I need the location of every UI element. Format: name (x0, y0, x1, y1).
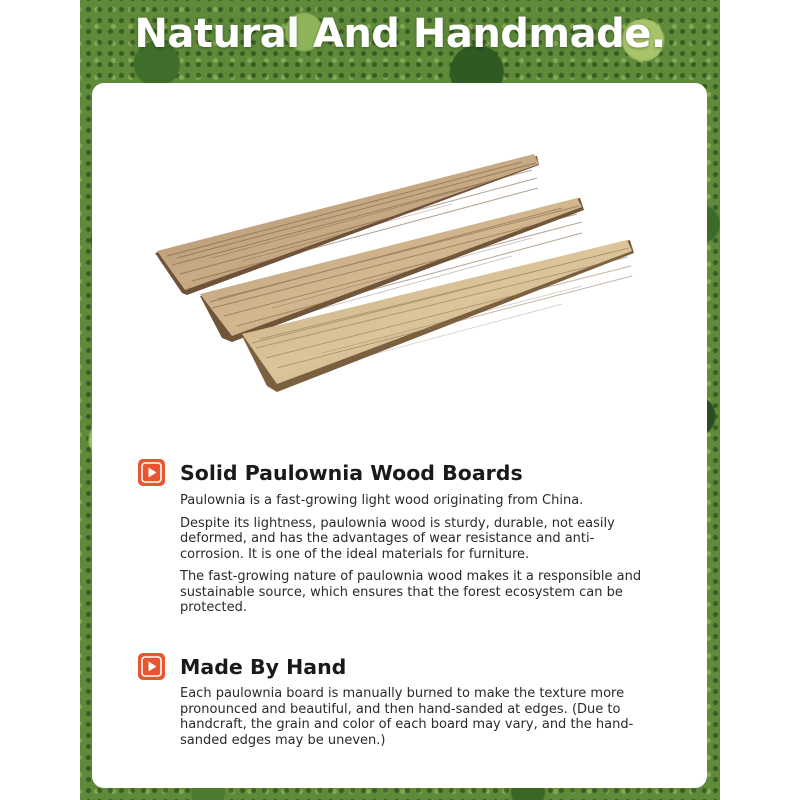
feature-header (138, 651, 658, 683)
play-icon (138, 653, 165, 680)
page-heading: Natural And Handmade. (134, 11, 666, 57)
feature-paragraph: Despite its lightness, paulownia wood is sturdy, durable, not easily deformed, and has the advantages of wear resistance and anti-corrosion. It is one of the ideal materials for furniture. (180, 515, 615, 562)
feature-paragraph: Paulownia is a fast-growing light wood originating from China. (180, 493, 584, 508)
page-margin-right (720, 0, 800, 800)
feature-title: Made By Hand (180, 655, 347, 679)
feature-title: Solid Paulownia Wood Boards (180, 461, 523, 485)
page-margin-left (0, 0, 80, 800)
content-card (92, 83, 707, 788)
feature-header (138, 457, 658, 489)
wood-boards-image (152, 118, 642, 398)
feature-section-made-by-hand (138, 651, 658, 748)
feature-paragraph: The fast-growing nature of paulownia wood makes it a responsible and sustainable source, which ensures that the forest ecosystem can be protected. (180, 569, 642, 615)
feature-paragraph: Each paulownia board is manually burned to make the texture more pronounced and beautiful, and then hand-sanded at edges. (Due to handcraft, the grain and color of each board may vary, and the hand-sanded edges may be uneven.) (180, 686, 634, 748)
play-icon (138, 459, 165, 486)
feature-section-solid-wood (138, 457, 658, 616)
